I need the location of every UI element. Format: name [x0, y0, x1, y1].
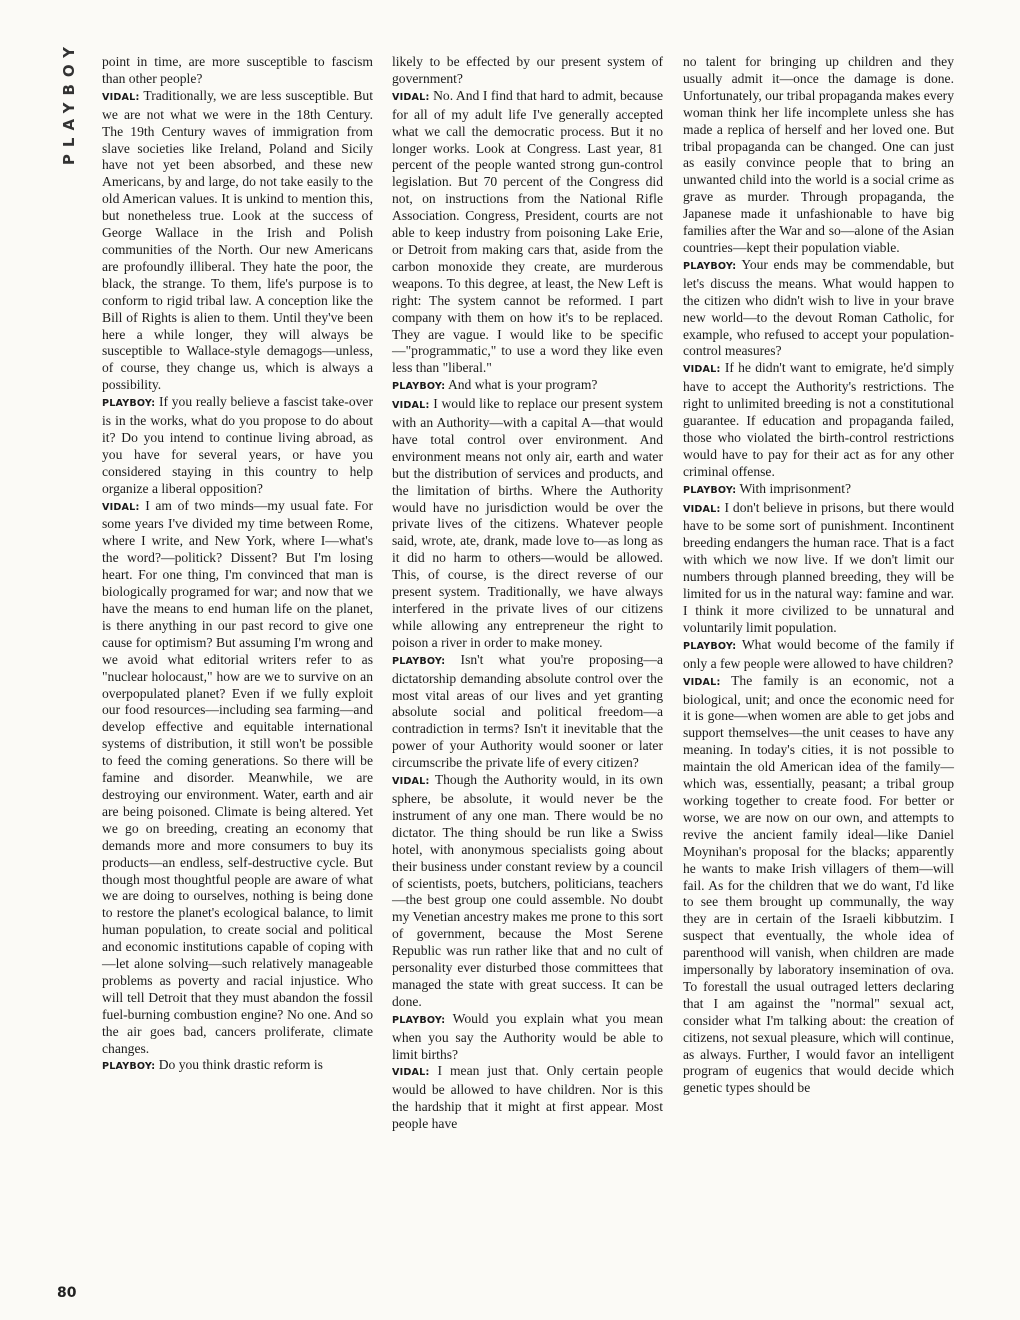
interview-paragraph [683, 481, 954, 500]
paragraph-text: If he didn't want to emigrate, he'd simply have to accept the Authority's restrictions. The right to unlimited breeding is not a constitutional guarantee. If education and propaganda failed, those who violated the birth-control restrictions would have to pay for their act as for any other criminal offense. [683, 360, 954, 479]
paragraph-text: And what is your program? [447, 377, 598, 393]
paragraph-text: No. And I find that hard to admit, because for all of my adult life I've generally accepted what we call the democratic process. But it no longer works. Look at Congress. Last year, 81 percent of the people wanted strong gun-control legislation. But 70 percent of the Congress did not, on instructions from the National Rifle Association. Congress, President, courts are not able to keep industry from poisoning Lake Erie, or Detroit from making cars that, aside from the carbon monoxide they create, are murderous weapons. To this degree, at least, the New Left is right: The system cannot be reformed. I part company with them on how it's to be replaced. They are vague. I would like to be specific—"programmatic," to use a word they like even less than "liberal." [392, 87, 663, 376]
interview-paragraph [392, 88, 663, 377]
paragraph-text: I am of two minds—my usual fate. For some years I've divided my time between Rome, where I write, and New York, where I—what's the word?—politick? Dissent? But I'm losing heart. For one thing, I'm convinced that man is biologically programed for war; and now that we have the means to end human life on the planet, is there anything in our past record to give one cause for optimism? But assuming I'm wrong and we avoid what editorial writers refer to as "nuclear holocaust," how are we to survive on an overpopulated planet? Even if we fully exploit our food resources—including sea farming—and develop effective and equitable international systems of distribution, it still won't be possible to feed the coming generations. So there will be famine and disorder. Meanwhile, we are destroying our environment. Water, earth and air are being poisoned. Climate is being altered. Yet we go on breeding, creating an economy that demands more and more consumers to buy its products—an endless, self-destructive cycle. But though most thoughtful people are aware of what we are doing to ourselves, nothing is being done to restore the planet's ecological balance, to limit human population, to create social and political and economic institutions capable of coping with—let alone solving—such relatively manageable problems as poverty and racial injustice. Who will tell Detroit that they must abandon the fossil fuel-burning combustion engine? No one. And so the air goes bad, cancers proliferate, climate changes. [102, 497, 373, 1056]
speaker-label: PLAYBOY: [102, 398, 156, 410]
interview-paragraph [102, 88, 373, 394]
paragraph-text: Though the Authority would, in its own sphere, be absolute, it would never be the instrument of any one man. There would be no dictator. The thing should be run like a Swiss hotel, with anonymous specialists going about their business under constant review by a council of scientists, poets, butchers, politicians, teachers—the best group one could assemble. No doubt my Venetian ancestry makes me prone to this sort of government, because the Most Serene Republic was run rather like that and no cult of personality ever disturbed those committees that managed the state with great success. It can be done. [392, 772, 664, 1009]
speaker-label: VIDAL: [683, 364, 721, 376]
interview-paragraph [102, 1057, 373, 1076]
paragraph-text: If you really believe a fascist take-over is in the works, what do you propose to do about it? Do you intend to continue living abroad, as you have for several years, or have you considered staying in this country to help organize a liberal opposition? [102, 394, 373, 496]
interview-paragraph [392, 1063, 663, 1133]
interview-paragraph [392, 377, 663, 396]
paragraph-text: With imprisonment? [739, 480, 852, 496]
speaker-label: PLAYBOY: [392, 381, 446, 393]
paragraph-text: Isn't what you're proposing—a dictatorship demanding absolute control over the most vital areas of our lives and yet granting absolute social and political freedom—a contradiction in terms? Isn't it inevitable that the power of your Authority would sooner or later circumscribe the private life of every citizen? [392, 651, 663, 771]
paragraph-text: likely to be effected by our present system of government? [392, 54, 663, 86]
paragraph-text: point in time, are more susceptible to fascism than other people? [102, 54, 373, 86]
paragraph-text: Traditionally, we are less susceptible. But we are not what we were in the 18th Century. The 19th Century waves of immigration from slave societies like Ireland, Poland and Sicily have not yet been absorbed, and these new Americans, by and large, do not take easily to the old American values. It is unkind to mention this, but nonetheless true. Look at the success of George Wallace in the Irish and Polish communities of the North. Our new Americans are profoundly illiberal. They hate the poor, the black, the strange. To them, life's purpose is to conform to rigid tribal law. A conception like the Bill of Rights is alien to them. Until they've been here a while longer, they will always be susceptible to Wallace-style demagogs—unless, of course, they change us, which is always a possibility. [102, 87, 373, 393]
interview-paragraph [392, 54, 663, 88]
paragraph-text: I don't believe in prisons, but there would have to be some sort of punishment. Incontinent breeding endangers the human race. That is a fact with which we now live. If we don't limit our numbers through planned breeding, they will be limited for us in the natural way: famine and war. I think it more civilized to be unnatural and voluntarily limit population. [683, 499, 955, 635]
interview-paragraph [102, 394, 373, 497]
speaker-label: VIDAL: [683, 503, 721, 515]
interview-paragraph [683, 360, 954, 480]
interview-paragraph [392, 1011, 663, 1064]
speaker-label: PLAYBOY: [102, 1061, 156, 1073]
paragraph-text: I mean just that. Only certain people would be allowed to have children. Nor is this the hardship that it might at first appear. Most people have [392, 1063, 663, 1132]
speaker-label: VIDAL: [392, 400, 430, 412]
speaker-label: PLAYBOY: [683, 260, 737, 272]
paragraph-text: Would you explain what you mean when you say the Authority would be able to limit births? [392, 1010, 663, 1062]
interview-paragraph [683, 54, 954, 257]
paragraph-text: What would become of the family if only a few people were allowed to have children? [683, 636, 954, 671]
paragraph-text: Your ends may be commendable, but let's discuss the means. What would happen to the citizen who didn't wish to live in your brave new world—to the devout Roman Catholic, for example, who refused to accept your population-control measures? [683, 256, 954, 359]
speaker-label: VIDAL: [683, 676, 721, 688]
interview-paragraph [392, 652, 663, 772]
paragraph-text: I would like to replace our present system with an Authority—with a capital A—that would have total control over environment. And environment means not only air, earth and water but the distribution of services and products, and the limitation of births. Where the Authority would have no jurisdiction would be over the private lives of the citizens. Whatever people said, wrote, ate, drank, made love to—as long as it did no harm to others—would be allowed. This, of course, is the direct reverse of our present system. Traditionally, we have always interfered in the private lives of our citizens while allowing any entrepreneur the right to poison a river in order to make money. [392, 396, 663, 650]
speaker-label: VIDAL: [102, 91, 140, 103]
interview-paragraph [683, 673, 954, 1098]
speaker-label: PLAYBOY: [683, 640, 737, 652]
speaker-label: VIDAL: [392, 776, 430, 788]
interview-paragraph [683, 500, 954, 637]
magazine-side-label: PLAYBOY [60, 40, 78, 166]
interview-paragraph [683, 637, 954, 673]
paragraph-text: Do you think drastic reform is [158, 1057, 323, 1073]
speaker-label: VIDAL: [392, 1067, 430, 1079]
article-column-1 [102, 54, 373, 1076]
page-number: 80 [57, 1285, 77, 1301]
interview-paragraph [392, 396, 663, 652]
article-column-3 [683, 54, 954, 1097]
article-column-2 [392, 54, 663, 1133]
interview-paragraph [683, 257, 954, 360]
interview-paragraph [102, 498, 373, 1058]
interview-paragraph [392, 772, 663, 1011]
interview-paragraph [102, 54, 373, 88]
speaker-label: PLAYBOY: [683, 484, 737, 496]
speaker-label: PLAYBOY: [392, 655, 446, 667]
speaker-label: PLAYBOY: [392, 1014, 446, 1026]
speaker-label: VIDAL: [392, 91, 430, 103]
speaker-label: VIDAL: [102, 501, 140, 513]
paragraph-text: no talent for bringing up children and they usually admit it—once the damage is done. Unfortunately, our tribal propaganda makes every woman think her life incomplete unless she has made a replica of herself and her loved one. But tribal propaganda can be changed. One can just as easily convince people that to bring an unwanted child into the world is a social crime as grave as murder. Through propaganda, the Japanese made it unfashionable to have big families after the War and so—alone of the Asian countries—kept their population viable. [683, 54, 954, 255]
paragraph-text: The family is an economic, not a biological, unit; and once the economic need for it is gone—when women are able to get jobs and support themselves—the unit ceases to have any meaning. In today's cities, it is not possible to maintain the old American idea of the family—which was, essentially, peasant; a tribal group working together to create food. For better or worse, we are now on our own, and attempts to revive the ancient family ideal—like Daniel Moynihan's proposal for the blacks; apparently he wants to make Irish villagers of them—will fail. As for the children that we do want, I'd like to see them brought up communally, the way they are in certain of the Israeli kibbutzim. I suspect that eventually, the whole idea of parenthood will vanish, when children are made impersonally by laboratory insemination of ova. To forestall the usual outraged letters declaring that I am against the "normal" sexual act, consider what I'm talking about: the creation of citizens, not sexual pleasure, which will continue, as always. Further, I would favor an intelligent program of eugenics that would decide which genetic types should be [683, 672, 954, 1096]
